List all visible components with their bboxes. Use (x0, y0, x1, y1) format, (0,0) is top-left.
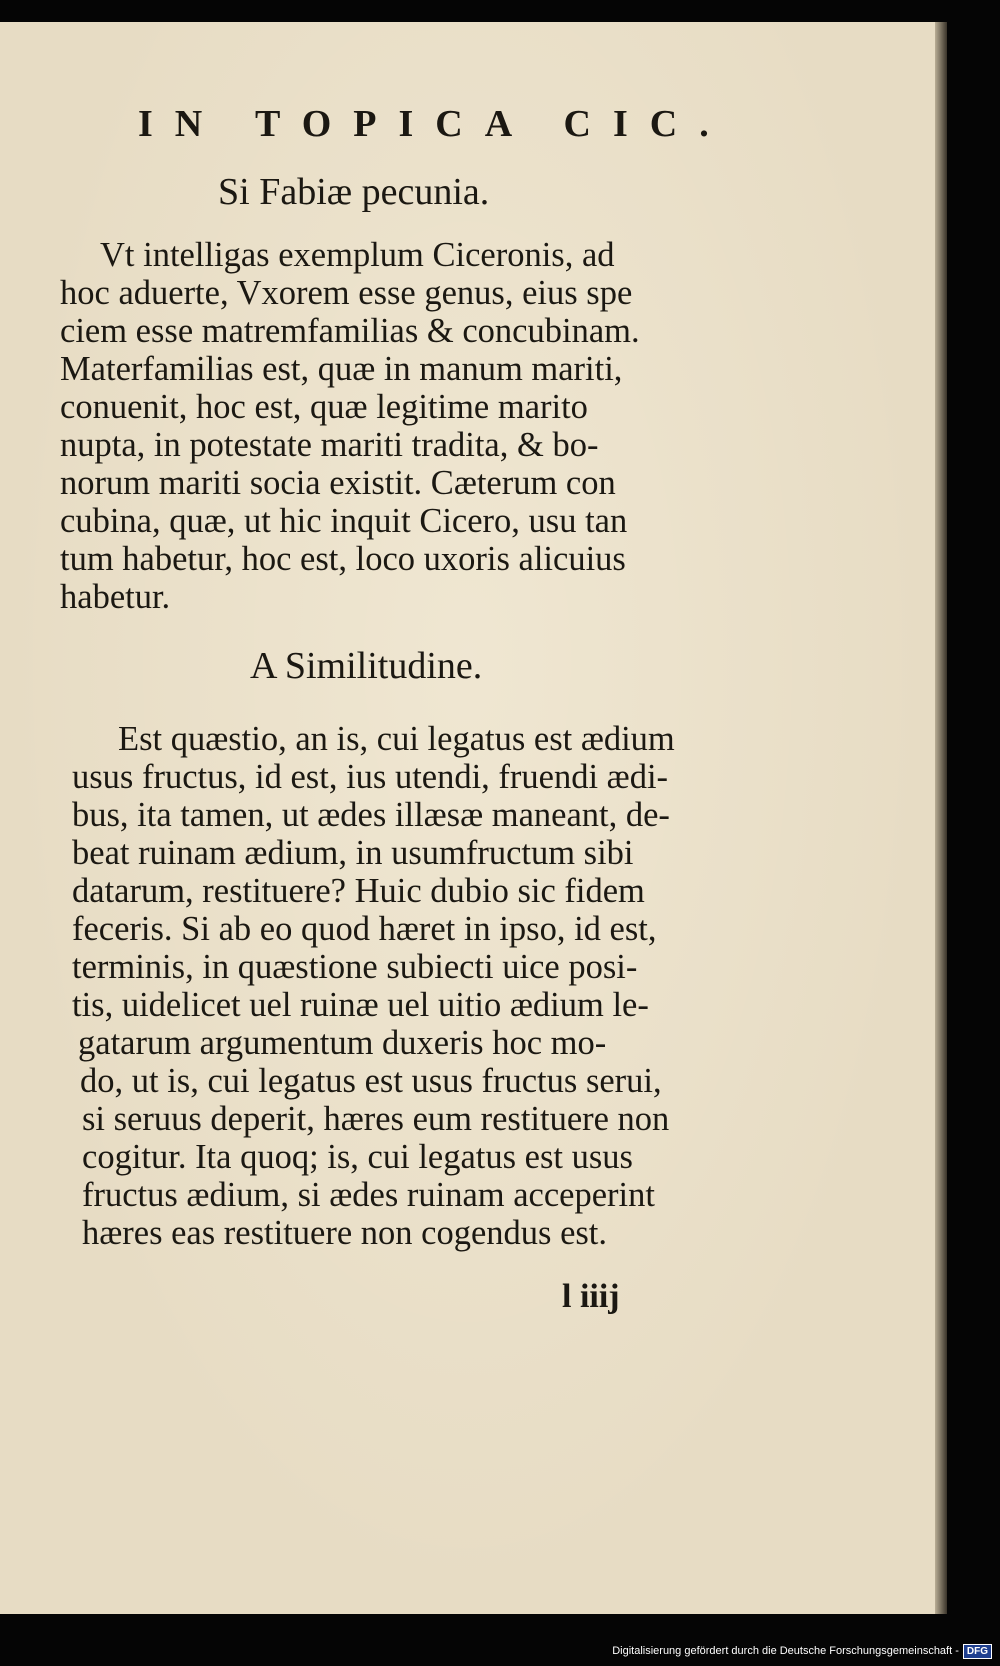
text-line: tum habetur, hoc est, loco uxoris alicuius (60, 540, 626, 578)
text-line: usus fructus, id est, ius utendi, fruendi ædi- (72, 758, 669, 796)
text-line: norum mariti socia existit. Cæterum con (60, 464, 616, 502)
text-line: ciem esse matremfamilias & concubinam. (60, 312, 640, 350)
text-line: gatarum argumentum duxeris hoc mo- (78, 1024, 607, 1062)
running-head: IN TOPICA CIC. (138, 103, 731, 145)
text-line: Est quæstio, an is, cui legatus est ædium (118, 720, 675, 758)
digitization-footer (612, 1642, 992, 1660)
signature-mark: l iiij (562, 1278, 620, 1315)
text-line: hæres eas restituere non cogendus est. (82, 1214, 608, 1252)
text-line: hoc aduerte, Vxorem esse genus, eius spe (60, 274, 633, 312)
text-line: do, ut is, cui legatus est usus fructus serui, (80, 1062, 662, 1100)
text-line: si seruus deperit, hæres eum restituere non (82, 1100, 670, 1138)
text-line: Vt intelligas exemplum Ciceronis, ad (100, 236, 615, 274)
text-line: Materfamilias est, quæ in manum mariti, (60, 350, 623, 388)
section-heading-similitudine: A Similitudine. (250, 645, 483, 687)
text-line: nupta, in potestate mariti tradita, & bo- (60, 426, 599, 464)
text-line: tis, uidelicet uel ruinæ uel uitio ædium le- (72, 986, 649, 1024)
text-line: conuenit, hoc est, quæ legitime marito (60, 388, 588, 426)
page-text (0, 22, 935, 1614)
text-line: fructus ædium, si ædes ruinam acceperint (82, 1176, 655, 1214)
text-line: cogitur. Ita quoq; is, cui legatus est usus (82, 1138, 633, 1176)
dfg-logo: DFG (963, 1644, 992, 1659)
text-line: feceris. Si ab eo quod hæret in ipso, id est, (72, 910, 657, 948)
text-line: terminis, in quæstione subiecti uice posi- (72, 948, 638, 986)
text-line: bus, ita tamen, ut ædes illæsæ maneant, de- (72, 796, 670, 834)
page-fold-shadow (935, 22, 947, 1614)
text-line: beat ruinam ædium, in usumfructum sibi (72, 834, 634, 872)
book-page (0, 22, 935, 1614)
text-line: habetur. (60, 578, 171, 616)
footer-credit-text: Digitalisierung gefördert durch die Deutsche Forschungsgemeinschaft - (612, 1645, 959, 1657)
text-line: datarum, restituere? Huic dubio sic fidem (72, 872, 645, 910)
text-line: cubina, quæ, ut hic inquit Cicero, usu tan (60, 502, 628, 540)
section-heading-fabia: Si Fabiæ pecunia. (218, 171, 490, 213)
